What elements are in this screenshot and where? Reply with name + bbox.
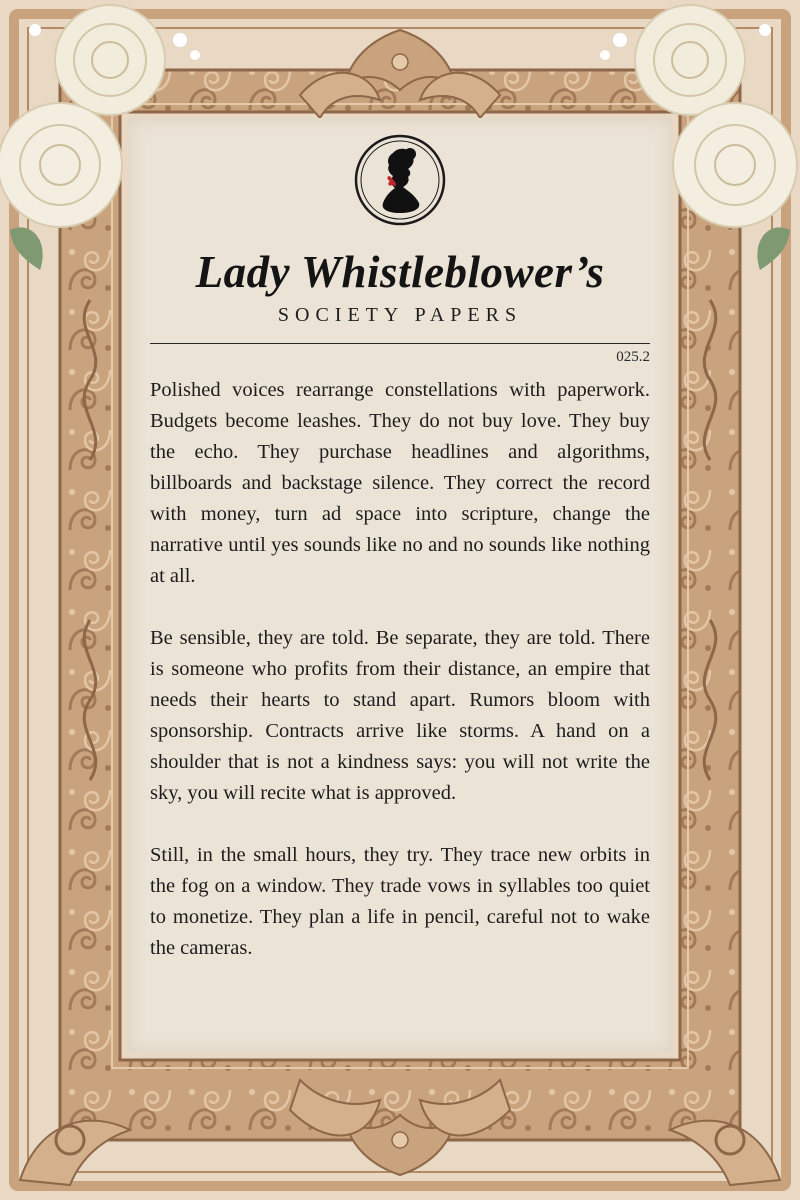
page-title: Lady Whistleblower’s bbox=[195, 247, 605, 297]
article-body bbox=[150, 375, 650, 995]
article-paragraph: Polished voices rearrange constellations with paperwork. Budgets become leashes. They do not buy love. They buy the echo. They purchase headlines and algorithms, billboards and backstage silence. They correct the record with money, turn ad space into scripture, change the narrative until yes sounds like no and no sounds like nothing at all. bbox=[150, 379, 650, 587]
issue-number: 025.2 bbox=[616, 349, 650, 365]
page-subtitle: SOCIETY PAPERS bbox=[277, 304, 523, 326]
header-divider bbox=[150, 343, 650, 344]
article-paragraph: Still, in the small hours, they try. They trace new orbits in the fog on a window. They trade vows in syllables too quiet to monetize. They plan a life in pencil, careful not to wake the cameras. bbox=[150, 844, 650, 959]
lady-silhouette-cameo-icon bbox=[353, 133, 447, 227]
article-paragraph: Be sensible, they are told. Be separate, they are told. There is someone who profits from their distance, an empire that needs their hearts to stand apart. Rumors bloom with sponsorship. Contracts arrive like storms. A hand on a shoulder that is not a kindness says: you will not write the sky, you will recite what is approved. bbox=[150, 627, 650, 804]
